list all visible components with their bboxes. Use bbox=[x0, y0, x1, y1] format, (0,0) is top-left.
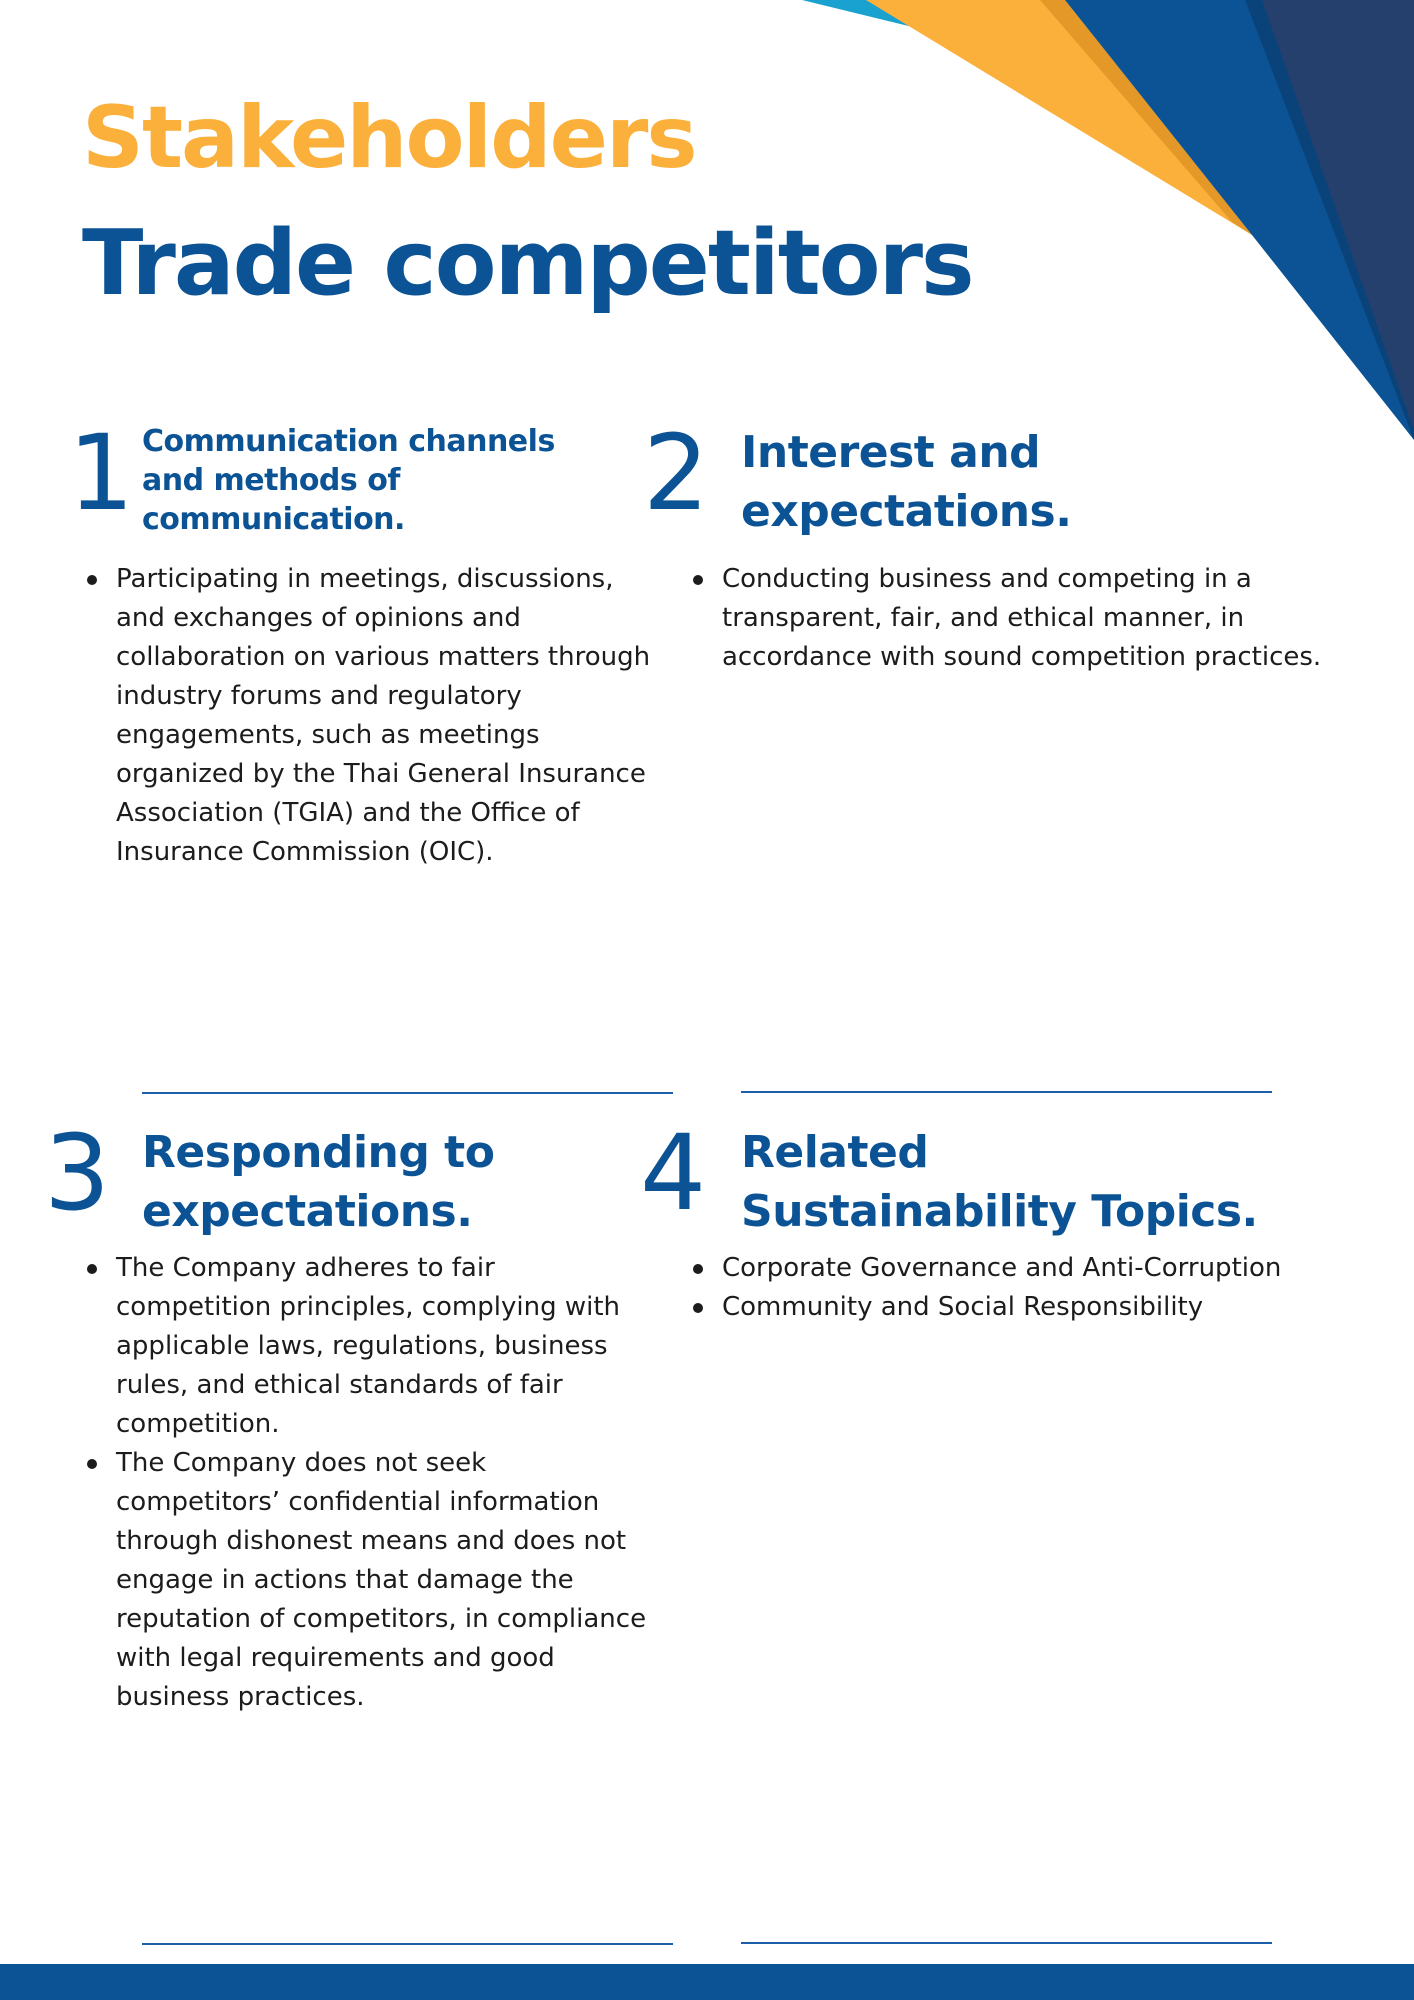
list-item: The Company does not seek competitors’ confidential information through dishonest means and does not engage in actions that damage the reputation of competitors, in compliance with legal requirements and good business practices. bbox=[84, 1444, 654, 1717]
section-heading bbox=[741, 1123, 1258, 1241]
list-item: Participating in meetings, discussions, and exchanges of opinions and collaboration on various matters through industry forums and regulatory engagements, such as meetings organized by the Thai General Insurance Association (TGIA) and the Office of Insurance Commission (OIC). bbox=[84, 560, 654, 872]
section-heading bbox=[142, 422, 555, 539]
footer-bar bbox=[0, 1964, 1414, 2000]
section-divider bbox=[741, 1091, 1272, 1093]
section-heading-line: expectations. bbox=[142, 1186, 473, 1237]
page-title: Trade competitors bbox=[82, 211, 973, 316]
list-item: Corporate Governance and Anti-Corruption bbox=[690, 1249, 1380, 1288]
section-heading-line: Interest and bbox=[741, 427, 1041, 478]
section-number: 4 bbox=[640, 1112, 707, 1234]
section-divider bbox=[741, 1942, 1272, 1944]
section-heading-line: Communication channels bbox=[142, 424, 555, 459]
bullet-list bbox=[690, 560, 1330, 677]
section-divider bbox=[142, 1092, 673, 1094]
section-number: 3 bbox=[44, 1112, 111, 1234]
section-number: 1 bbox=[68, 412, 135, 534]
list-item: Community and Social Responsibility bbox=[690, 1288, 1380, 1327]
list-item: Conducting business and competing in a transparent, fair, and ethical manner, in accordance with sound competition practices. bbox=[690, 560, 1330, 677]
section-heading-line: Related bbox=[741, 1127, 929, 1178]
bullet-list bbox=[84, 1249, 654, 1717]
section-heading-line: Responding to bbox=[142, 1127, 495, 1178]
bullet-list bbox=[84, 560, 654, 872]
section-heading bbox=[142, 1123, 494, 1241]
section-divider bbox=[142, 1943, 673, 1945]
section-heading-line: expectations. bbox=[741, 486, 1072, 537]
bullet-list bbox=[690, 1249, 1380, 1327]
page-kicker: Stakeholders bbox=[82, 88, 696, 188]
section-heading-line: communication. bbox=[142, 502, 405, 537]
section-heading-line: and methods of bbox=[142, 463, 400, 498]
section-number: 2 bbox=[643, 412, 710, 534]
section-heading bbox=[741, 423, 1071, 541]
list-item: The Company adheres to fair competition principles, complying with applicable laws, regulations, business rules, and ethical standards of fair competition. bbox=[84, 1249, 654, 1444]
section-heading-line: Sustainability Topics. bbox=[741, 1186, 1258, 1237]
